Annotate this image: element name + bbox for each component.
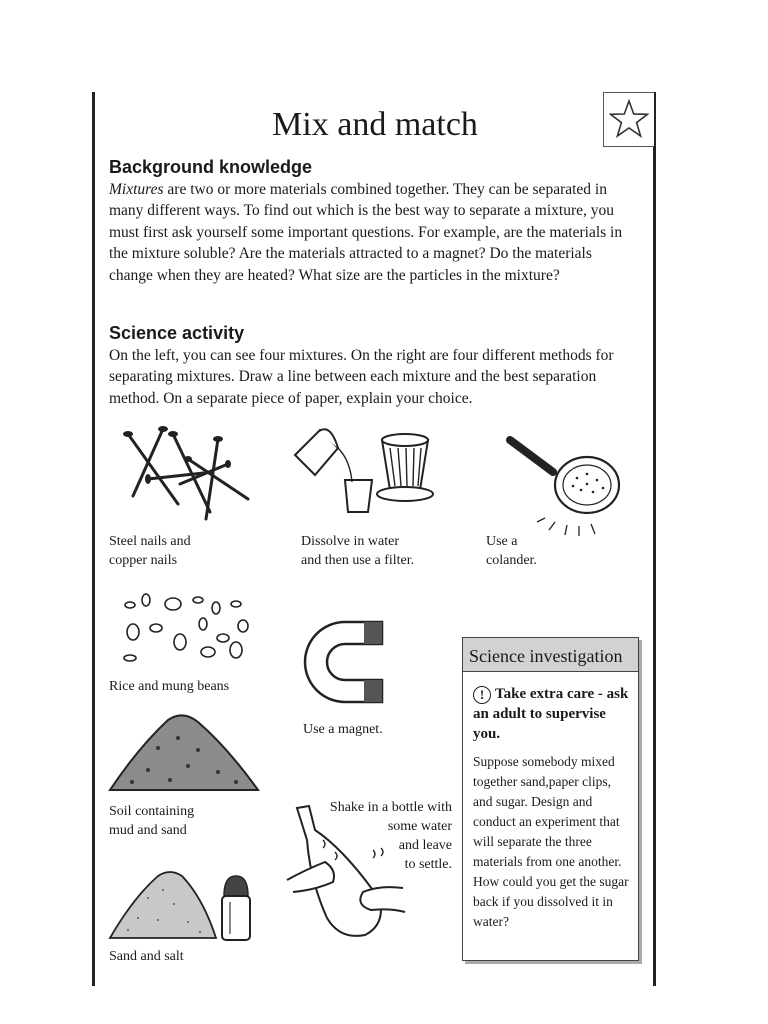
mixtures-term: Mixtures [109, 181, 164, 198]
warning-icon: ! [473, 686, 491, 704]
filter-icon [290, 420, 440, 520]
star-icon [609, 99, 649, 139]
nails-icon [118, 424, 258, 524]
mixture-sand-salt-caption: Sand and salt [109, 949, 184, 964]
page-border-left [92, 92, 95, 986]
investigation-heading: Science investigation [463, 638, 638, 672]
method-colander-caption: Use a colander. [486, 534, 537, 568]
investigation-box [462, 637, 639, 961]
salt-shaker-icon [222, 876, 250, 940]
background-heading: Background knowledge [109, 157, 313, 177]
investigation-body: Suppose somebody mixed together sand,paper clips, and sugar. Design and conduct an experiment that will separate the three materials from one another. How could you get the sugar back if you dissolved it in water? [473, 754, 629, 929]
background-body: are two or more materials combined together. They can be separated in many different ways. To find out which is the best way to separate a mixture, you must first ask yourself some important questions. For example, are the materials in the mixture soluble? Are the materials attracted to a magnet? Do the materials change when they are heated? What size are the particles in the mixture? [109, 181, 623, 284]
magnet-icon [300, 610, 400, 715]
colander-icon [505, 430, 625, 540]
sand-salt-icon [108, 868, 263, 943]
page-title: Mix and match [272, 106, 478, 143]
method-magnet-caption: Use a magnet. [303, 722, 383, 737]
background-paragraph [109, 179, 629, 286]
activity-paragraph: On the left, you can see four mixtures. On the right are four different methods for separating mixtures. Draw a line between each mixture and the best separation method. On a separate piece of paper, explain your choice. [109, 347, 614, 407]
mixture-nails-caption: Steel nails and copper nails [109, 534, 191, 568]
soil-pile-icon [108, 708, 260, 793]
method-filter-caption: Dissolve in water and then use a filter. [301, 534, 415, 568]
activity-heading: Science activity [109, 323, 245, 343]
beans-icon [118, 590, 258, 665]
page-border-right [653, 92, 656, 986]
mixture-beans-caption: Rice and mung beans [109, 679, 230, 694]
method-bottle-caption: Shake in a bottle with some water and leave to settle. [329, 800, 452, 872]
mixture-soil-caption: Soil containing mud and sand [109, 804, 195, 838]
star-badge [603, 92, 654, 147]
safety-warning: ! Take extra care - ask an adult to supervise you. [473, 686, 629, 742]
